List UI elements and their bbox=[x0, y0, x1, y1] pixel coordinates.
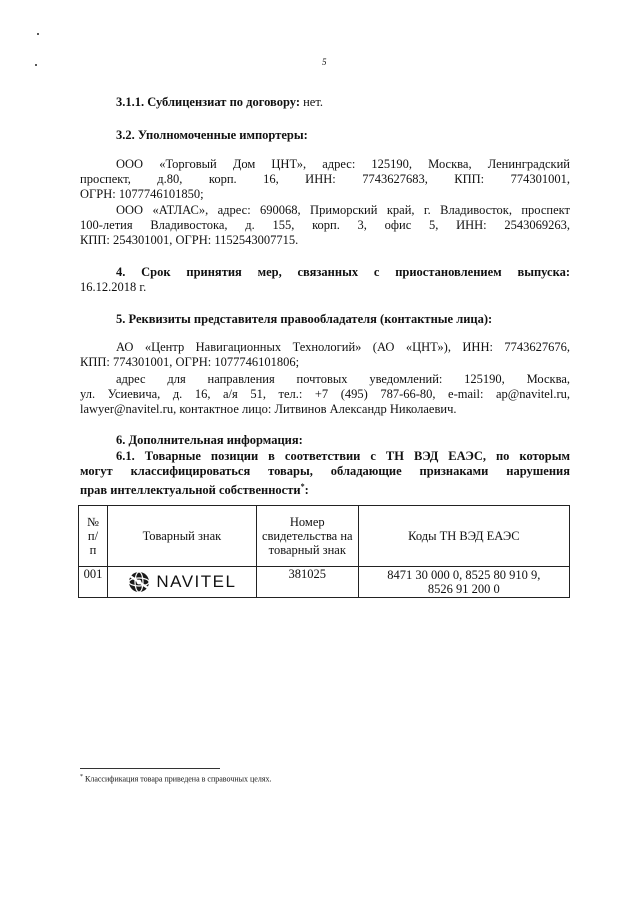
section-5-address bbox=[80, 372, 570, 417]
tnved-table bbox=[78, 505, 570, 598]
section-5-address-line-3: lawyer@navitel.ru, контактное лицо: Литвинов Александр Николаевич. bbox=[80, 402, 457, 416]
section-3-1-1 bbox=[80, 95, 570, 110]
section-6-1-line-2: могут классифицироваться товары, обладающие признаками нарушения bbox=[80, 464, 570, 478]
header-codes: Коды ТН ВЭД ЕАЭС bbox=[358, 506, 569, 567]
navitel-logo bbox=[110, 570, 254, 594]
section-4-heading: 4. Срок принятия мер, связанных с приостановлением выпуска: bbox=[116, 265, 570, 279]
section-6-1-line-3-text: прав интеллектуальной собственности bbox=[80, 483, 301, 498]
importer-2-line-3: КПП: 254301001, ОГРН: 1152543007715. bbox=[80, 233, 299, 247]
navitel-globe-icon bbox=[127, 570, 151, 594]
section-6-heading: 6. Дополнительная информация: bbox=[116, 433, 303, 447]
section-5-org-line-2: КПП: 774301001, ОГРН: 1077746101806; bbox=[80, 355, 300, 369]
footnote-mark: * bbox=[300, 482, 305, 491]
section-3-1-1-label: 3.1.1. Сублицензиат по договору: bbox=[116, 95, 300, 109]
scan-speck bbox=[37, 33, 39, 35]
importer-1 bbox=[80, 157, 570, 202]
footnote bbox=[80, 772, 272, 785]
section-3-1-1-value: нет. bbox=[299, 95, 323, 109]
codes-line-1: 8471 30 000 0, 8525 80 910 9, bbox=[387, 568, 541, 582]
section-5-org bbox=[80, 340, 570, 370]
section-6-1-line-3-end: : bbox=[304, 483, 309, 498]
codes-line-2: 8526 91 200 0 bbox=[427, 582, 500, 596]
section-5-heading: 5. Реквизиты представителя правообладателя (контактные лица): bbox=[116, 312, 493, 326]
table-header-row bbox=[79, 506, 570, 567]
section-3-2-heading: 3.2. Уполномоченные импортеры: bbox=[116, 128, 308, 142]
cell-certificate: 381025 bbox=[256, 567, 358, 598]
header-trademark: Товарный знак bbox=[107, 506, 256, 567]
section-6-1-line-3 bbox=[80, 479, 570, 498]
cell-codes bbox=[358, 567, 569, 598]
footnote-mark-bottom: * bbox=[80, 774, 83, 780]
section-5-org-line-1: АО «Центр Навигационных Технологий» (АО «ЦНТ»), ИНН: 7743627676, bbox=[116, 340, 570, 354]
scan-speck bbox=[35, 64, 37, 66]
importer-1-line-3: ОГРН: 1077746101850; bbox=[80, 187, 204, 201]
section-5-address-line-2: ул. Усиевича, д. 16, а/я 51, тел.: +7 (495) 787-66-80, e-mail: ap@navitel.ru, bbox=[80, 387, 570, 401]
cell-num: 001 bbox=[79, 567, 108, 598]
footnote-divider bbox=[80, 768, 220, 769]
navitel-wordmark: NAVITEL bbox=[156, 572, 237, 591]
importer-2 bbox=[80, 203, 570, 248]
section-6-1-line-1: 6.1. Товарные позиции в соответствии с ТН ВЭД ЕАЭС, по которым bbox=[116, 449, 570, 463]
importer-2-line-1: ООО «АТЛАС», адрес: 690068, Приморский край, г. Владивосток, проспект bbox=[116, 203, 570, 217]
header-certificate: Номер свидетельства на товарный знак bbox=[256, 506, 358, 567]
footnote-text: Классификация товара приведена в справочных целях. bbox=[83, 774, 272, 784]
cell-trademark bbox=[107, 567, 256, 598]
importer-2-line-2: 100-летия Владивостока, д. 155, корп. 3, офис 5, ИНН: 2543069263, bbox=[80, 218, 570, 232]
header-num: № п/п bbox=[79, 506, 108, 567]
section-5-address-line-1: адрес для направления почтовых уведомлений: 125190, Москва, bbox=[116, 372, 570, 386]
section-4-date: 16.12.2018 г. bbox=[80, 280, 147, 294]
section-4 bbox=[80, 265, 570, 295]
importer-1-line-2: проспект, д.80, корп. 16, ИНН: 7743627683, КПП: 774301001, bbox=[80, 172, 570, 186]
page-number: 5 bbox=[322, 57, 327, 67]
importer-1-line-1: ООО «Торговый Дом ЦНТ», адрес: 125190, Москва, Ленинградский bbox=[116, 157, 570, 171]
table-row bbox=[79, 567, 570, 598]
section-6-1 bbox=[80, 449, 570, 498]
